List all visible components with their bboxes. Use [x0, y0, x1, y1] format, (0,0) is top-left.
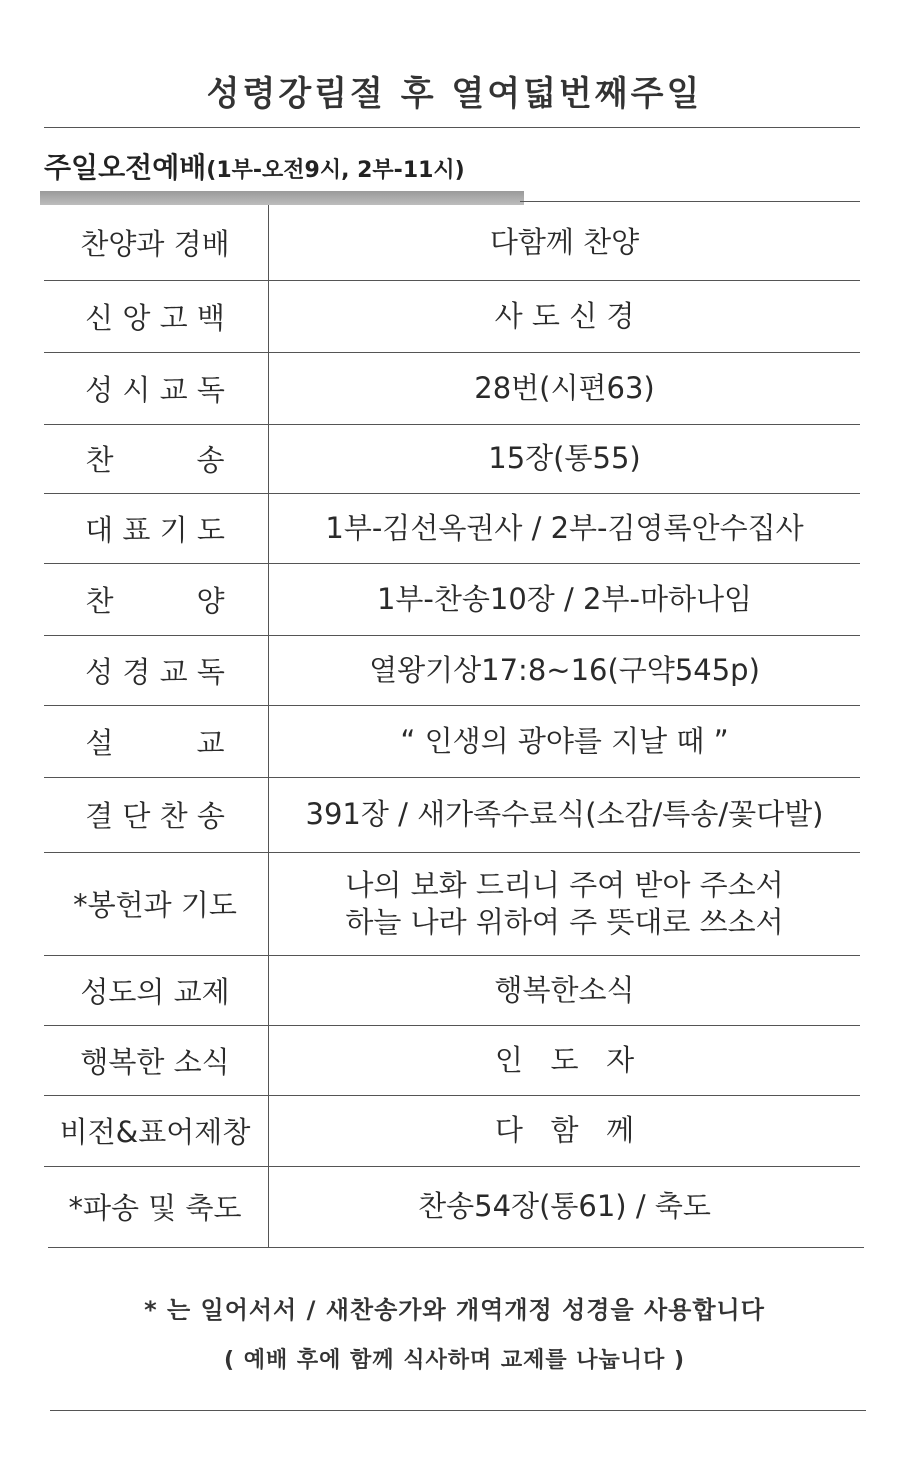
order-item-label: 찬 송	[85, 443, 225, 477]
order-item-label: 성 경 교 독	[85, 654, 225, 689]
order-item-label: 성도의 교제	[80, 974, 230, 1009]
row-divider	[44, 280, 860, 281]
order-item-value-line: 열왕기상17:8~16(구약545p)	[369, 652, 760, 687]
order-item-value	[269, 424, 860, 493]
order-item-label: *봉헌과 기도	[73, 888, 237, 922]
order-item-value-line: 하늘 나라 위하여 주 뜻대로 쓰소서	[345, 904, 784, 939]
order-row	[44, 705, 860, 777]
order-item-label: 결 단 찬 송	[85, 799, 225, 833]
order-row	[44, 1166, 860, 1247]
order-item-value	[269, 1166, 860, 1247]
order-row	[44, 352, 860, 424]
order-item-value	[269, 635, 860, 705]
row-divider	[44, 1095, 860, 1096]
order-item-value-line: 1부-김선옥권사 / 2부-김영록안수집사	[325, 510, 804, 545]
order-item-value-line: 다함께 찬양	[489, 225, 640, 260]
order-item-label: 신 앙 고 백	[85, 300, 225, 335]
order-row	[44, 205, 860, 280]
order-item-label: 행복한 소식	[80, 1044, 230, 1079]
fellowship-note: ( 예배 후에 함께 식사하며 교제를 나눕니다 )	[223, 1348, 685, 1373]
order-row	[44, 852, 860, 955]
order-row	[44, 635, 860, 705]
order-item-value-line: 나의 보화 드리니 주여 받아 주소서	[345, 868, 784, 903]
order-item-value	[269, 1025, 860, 1095]
row-divider	[44, 705, 860, 706]
order-row	[44, 777, 860, 852]
order-item-value	[269, 280, 860, 352]
order-item-value-line: 행복한소식	[494, 972, 635, 1007]
order-row	[44, 1025, 860, 1095]
section-title-main: 주일오전예배	[44, 151, 207, 184]
order-item-value-line: 다 함 께	[494, 1113, 635, 1148]
row-divider	[44, 852, 860, 853]
order-item-label: *파송 및 축도	[68, 1191, 242, 1225]
order-item-value	[269, 1095, 860, 1166]
order-item-label: 대 표 기 도	[85, 512, 225, 547]
row-divider	[44, 493, 860, 494]
row-divider	[44, 1025, 860, 1026]
order-item-value-line: 사 도 신 경	[494, 298, 635, 333]
order-item-label: 찬 양	[85, 583, 225, 618]
title-divider	[44, 127, 860, 128]
order-item-value	[269, 955, 860, 1025]
order-item-value	[269, 563, 860, 635]
standing-note: * 는 일어서서 / 새찬송가와 개역개정 성경을 사용합니다	[144, 1296, 765, 1324]
order-item-value-line: 28번(시편63)	[474, 370, 655, 405]
order-item-value	[269, 205, 860, 280]
row-divider	[44, 635, 860, 636]
order-row	[44, 563, 860, 635]
order-row	[44, 280, 860, 352]
order-item-label: 비전&표어제창	[59, 1115, 251, 1149]
row-divider	[44, 563, 860, 564]
order-item-value	[269, 352, 860, 424]
order-item-value-line: “ 인생의 광야를 지날 때 ”	[400, 723, 729, 758]
order-row	[44, 1095, 860, 1166]
row-divider	[44, 777, 860, 778]
order-item-label: 설 교	[85, 725, 225, 760]
column-divider	[268, 205, 269, 1247]
table-bottom-line	[48, 1247, 864, 1248]
order-item-value	[269, 493, 860, 563]
order-item-value-line: 391장 / 새가족수료식(소감/특송/꽃다발)	[305, 797, 824, 832]
order-item-value-line: 1부-찬송10장 / 2부-마하나임	[376, 581, 753, 616]
order-item-label: 성 시 교 독	[85, 372, 225, 407]
footer-divider	[50, 1410, 866, 1411]
row-divider	[44, 1166, 860, 1167]
section-title-sub: (1부-오전9시, 2부-11시)	[206, 158, 465, 183]
order-item-value	[269, 705, 860, 777]
row-divider	[44, 424, 860, 425]
order-item-label: 찬양과 경배	[80, 227, 230, 261]
page-title: 성령강림절 후 열여덟번째주일	[206, 74, 703, 114]
row-divider	[44, 955, 860, 956]
section-underline-bar	[40, 191, 524, 205]
row-divider	[44, 352, 860, 353]
order-row	[44, 424, 860, 493]
order-item-value	[269, 777, 860, 852]
order-item-value	[269, 852, 860, 955]
order-item-value-line: 찬송54장(통61) / 축도	[418, 1189, 711, 1224]
section-divider	[520, 201, 860, 202]
section-title	[44, 146, 465, 186]
order-item-value-line: 15장(통55)	[488, 441, 641, 476]
order-row	[44, 493, 860, 563]
order-item-value-line: 인 도 자	[494, 1042, 635, 1077]
order-row	[44, 955, 860, 1025]
